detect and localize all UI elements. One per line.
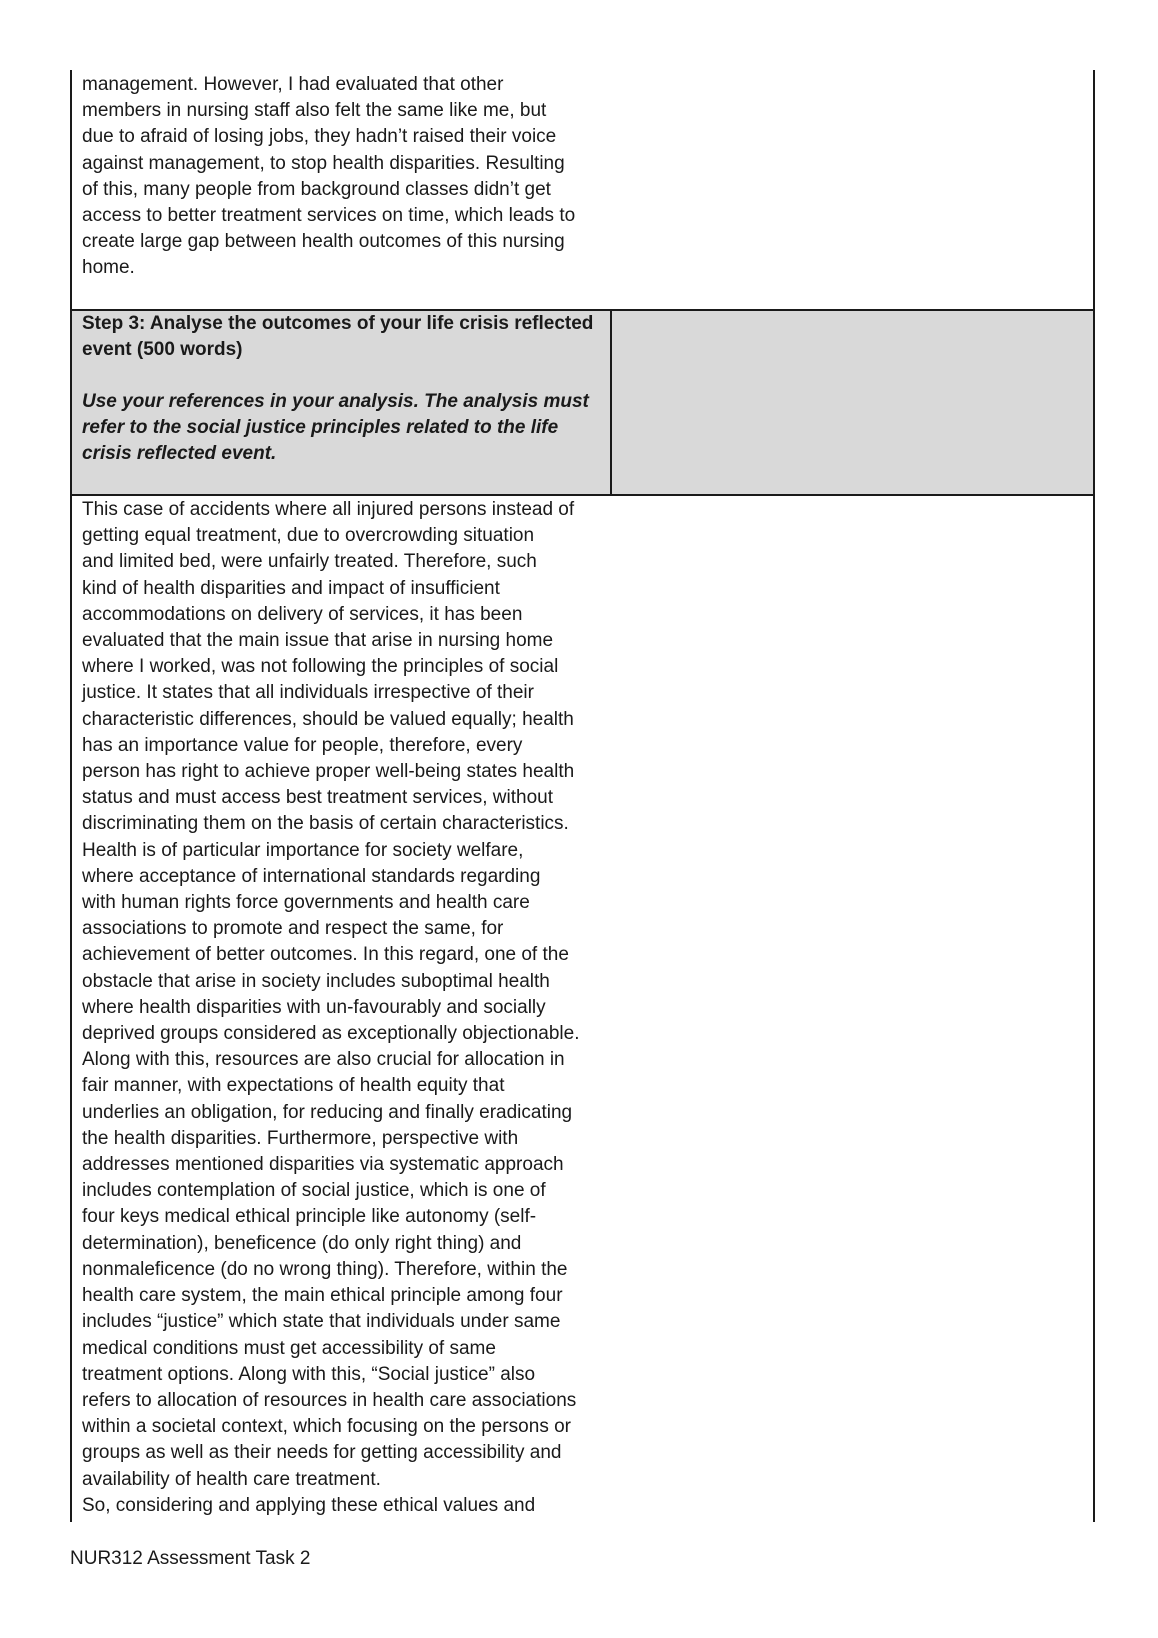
page-footer: NUR312 Assessment Task 2 bbox=[70, 1548, 311, 1569]
step3-title: Step 3: Analyse the outcomes of your life crisis reflected event (500 words) bbox=[82, 313, 594, 361]
table-right-border bbox=[1093, 70, 1095, 1522]
table-left-border bbox=[70, 70, 72, 1522]
row1-body-text: management. However, I had evaluated that other members in nursing staff also felt the same like me, but due to afraid of losing jobs, they hadn’t raised their voice against management, to stop health disparities. Resulting of this, many people from background classes didn’t get access to better treatment services on time, which leads to create large gap between health outcomes of this nursing home. bbox=[82, 74, 576, 279]
row3-body-text: This case of accidents where all injured persons instead of getting equal treatment, due to overcrowding situation and limited bed, were unfairly treated. Therefore, such kind of health disparities and impact of insufficient accommodations on delivery of services, it has been evaluated that the main issue that arise in nursing home where I worked, was not following the principles of social justice. It states that all individuals irrespective of their characteristic differences, should be valued equally; health has an importance value for people, therefore, every person has right to achieve proper well-being states health status and must access best treatment services, without discriminating them on the basis of certain characteristics. Health is of particular importance for society welfare, where acceptance of international standards regarding with human rights force governments and health care associations to promote and respect the same, for achievement of better outcomes. In this regard, one of the obstacle that arise in society includes suboptimal health where health disparities with un-favourably and socially deprived groups considered as exceptionally objectionable. Along with this, resources are also crucial for allocation in fair manner, with expectations of health equity that underlies an obligation, for reducing and finally eradicating the health disparities. Furthermore, perspective with addresses mentioned disparities via systematic approach includes contemplation of social justice, which is one of four keys medical ethical principle like autonomy (self- determination), beneficence (do only right thing) and nonmaleficence (do no wrong thing). Therefore, within the health care system, the main ethical principle among four includes “justice” which state that individuals under same medical conditions must get accessibility of same treatment options. Along with this, “Social justice” also refers to allocation of resources in health care associations within a societal context, which focusing on the persons or groups as well as their needs for getting accessibility and availability of health care treatment. So, considering and applying these ethical values and bbox=[82, 499, 580, 1516]
row2-bottom-border bbox=[70, 494, 1095, 496]
step3-instruction: Use your references in your analysis. The analysis must refer to the social justice principles related to the life crisis reflected event. bbox=[82, 391, 589, 465]
